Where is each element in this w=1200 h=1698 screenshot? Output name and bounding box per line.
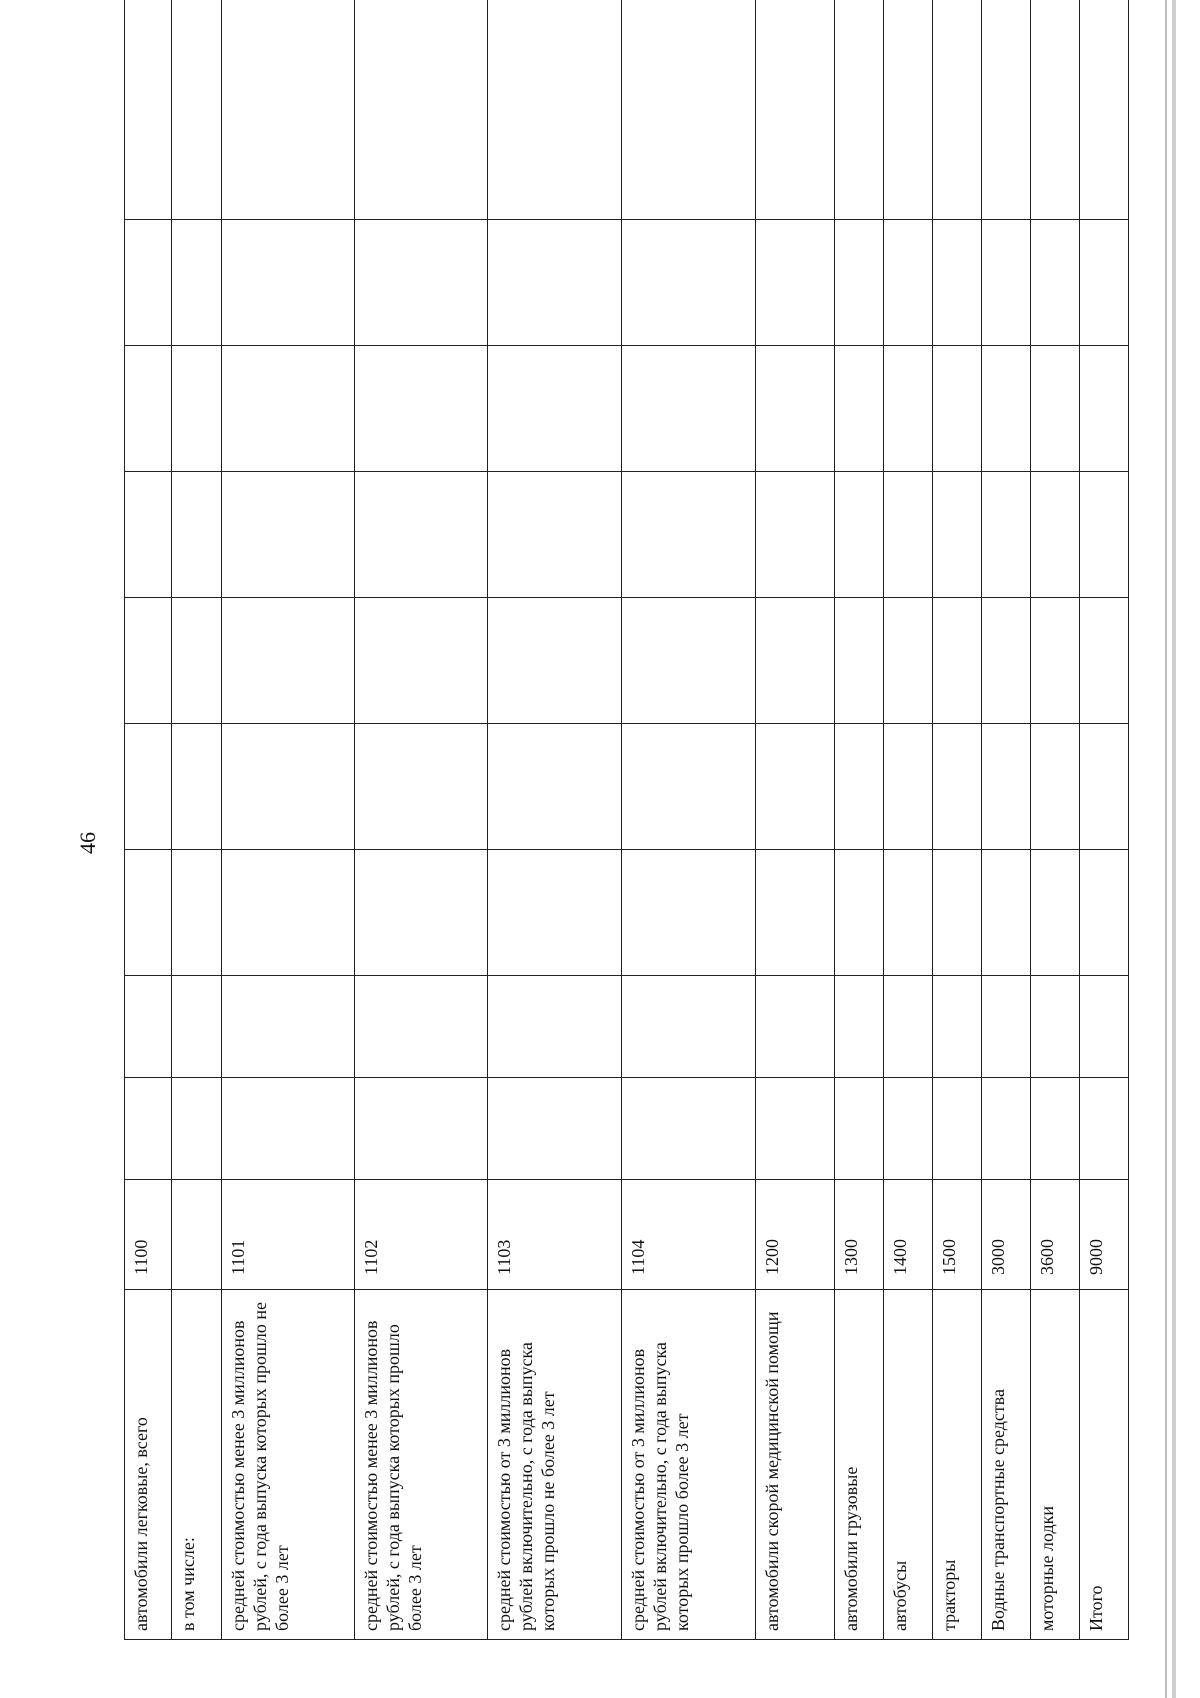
empty-cell xyxy=(756,598,835,724)
empty-cell xyxy=(622,724,756,850)
empty-cell xyxy=(622,472,756,598)
empty-cell xyxy=(125,850,172,976)
empty-cell xyxy=(933,1078,982,1180)
empty-cell xyxy=(982,1078,1031,1180)
empty-cell xyxy=(125,724,172,850)
empty-cell xyxy=(982,0,1031,220)
empty-cell xyxy=(125,976,172,1078)
row-label: Итого xyxy=(1080,1290,1129,1640)
empty-cell xyxy=(622,0,756,220)
row-code: 1200 xyxy=(756,1180,835,1290)
empty-cell xyxy=(172,220,222,346)
row-label: автомобили грузовые xyxy=(835,1290,884,1640)
empty-cell xyxy=(1031,598,1080,724)
empty-cell xyxy=(1031,472,1080,598)
table-row xyxy=(355,0,488,1640)
empty-cell xyxy=(222,472,355,598)
empty-cell xyxy=(835,1078,884,1180)
empty-cell xyxy=(622,976,756,1078)
table-row xyxy=(488,0,622,1640)
empty-cell xyxy=(1031,1078,1080,1180)
empty-cell xyxy=(884,0,933,220)
table-row xyxy=(884,0,933,1640)
empty-cell xyxy=(884,472,933,598)
scan-edge-line xyxy=(1172,0,1176,1698)
empty-cell xyxy=(982,220,1031,346)
empty-cell xyxy=(222,598,355,724)
empty-cell xyxy=(884,976,933,1078)
empty-cell xyxy=(125,0,172,220)
row-label: средней стоимостью от 3 миллионов рублей включительно, с года выпуска которых прошло не более 3 лет xyxy=(488,1290,622,1640)
table-row xyxy=(172,0,222,1640)
row-label: тракторы xyxy=(933,1290,982,1640)
row-label: моторные лодки xyxy=(1031,1290,1080,1640)
empty-cell xyxy=(222,850,355,976)
empty-cell xyxy=(488,0,622,220)
empty-cell xyxy=(933,598,982,724)
empty-cell xyxy=(172,1078,222,1180)
empty-cell xyxy=(756,472,835,598)
empty-cell xyxy=(172,346,222,472)
empty-cell xyxy=(488,850,622,976)
row-code: 9000 xyxy=(1080,1180,1129,1290)
empty-cell xyxy=(933,0,982,220)
empty-cell xyxy=(756,1078,835,1180)
empty-cell xyxy=(222,346,355,472)
empty-cell xyxy=(125,472,172,598)
empty-cell xyxy=(982,598,1031,724)
empty-cell xyxy=(222,1078,355,1180)
row-code: 1100 xyxy=(125,1180,172,1290)
empty-cell xyxy=(622,220,756,346)
empty-cell xyxy=(172,0,222,220)
empty-cell xyxy=(756,724,835,850)
empty-cell xyxy=(933,472,982,598)
empty-cell xyxy=(622,1078,756,1180)
empty-cell xyxy=(622,850,756,976)
empty-cell xyxy=(1080,724,1129,850)
table-row xyxy=(756,0,835,1640)
vehicle-table xyxy=(124,0,1129,1640)
empty-cell xyxy=(1080,850,1129,976)
empty-cell xyxy=(1080,598,1129,724)
empty-cell xyxy=(355,850,488,976)
empty-cell xyxy=(933,346,982,472)
empty-cell xyxy=(982,724,1031,850)
empty-cell xyxy=(355,346,488,472)
empty-cell xyxy=(884,850,933,976)
empty-cell xyxy=(835,724,884,850)
empty-cell xyxy=(125,598,172,724)
empty-cell xyxy=(125,346,172,472)
empty-cell xyxy=(1031,850,1080,976)
empty-cell xyxy=(1080,976,1129,1078)
empty-cell xyxy=(488,472,622,598)
rotated-page-content xyxy=(124,60,1144,1640)
empty-cell xyxy=(835,850,884,976)
empty-cell xyxy=(172,850,222,976)
row-code: 1300 xyxy=(835,1180,884,1290)
empty-cell xyxy=(835,472,884,598)
empty-cell xyxy=(355,472,488,598)
empty-cell xyxy=(488,976,622,1078)
empty-cell xyxy=(982,976,1031,1078)
empty-cell xyxy=(125,1078,172,1180)
empty-cell xyxy=(222,976,355,1078)
empty-cell xyxy=(756,220,835,346)
empty-cell xyxy=(933,724,982,850)
row-code: 1500 xyxy=(933,1180,982,1290)
empty-cell xyxy=(835,598,884,724)
empty-cell xyxy=(172,724,222,850)
empty-cell xyxy=(1080,0,1129,220)
row-label: автомобили легковые, всего xyxy=(125,1290,172,1640)
empty-cell xyxy=(355,220,488,346)
empty-cell xyxy=(488,1078,622,1180)
empty-cell xyxy=(488,724,622,850)
empty-cell xyxy=(884,220,933,346)
empty-cell xyxy=(756,976,835,1078)
empty-cell xyxy=(1080,220,1129,346)
empty-cell xyxy=(172,472,222,598)
empty-cell xyxy=(355,724,488,850)
row-code: 1102 xyxy=(355,1180,488,1290)
row-code: 3600 xyxy=(1031,1180,1080,1290)
empty-cell xyxy=(835,976,884,1078)
row-code: 1400 xyxy=(884,1180,933,1290)
empty-cell xyxy=(488,346,622,472)
empty-cell xyxy=(933,976,982,1078)
empty-cell xyxy=(622,598,756,724)
row-label: Водные транспортные средства xyxy=(982,1290,1031,1640)
row-code: 3000 xyxy=(982,1180,1031,1290)
empty-cell xyxy=(756,850,835,976)
empty-cell xyxy=(488,220,622,346)
table-row xyxy=(982,0,1031,1640)
empty-cell xyxy=(884,724,933,850)
empty-cell xyxy=(1031,976,1080,1078)
empty-cell xyxy=(835,220,884,346)
table-row xyxy=(933,0,982,1640)
row-code xyxy=(172,1180,222,1290)
empty-cell xyxy=(222,724,355,850)
empty-cell xyxy=(756,0,835,220)
empty-cell xyxy=(172,598,222,724)
row-code: 1104 xyxy=(622,1180,756,1290)
row-label: средней стоимостью от 3 миллионов рублей включительно, с года выпуска которых прошло более 3 лет xyxy=(622,1290,756,1640)
empty-cell xyxy=(355,598,488,724)
empty-cell xyxy=(1080,1078,1129,1180)
empty-cell xyxy=(982,472,1031,598)
empty-cell xyxy=(982,850,1031,976)
table-row xyxy=(222,0,355,1640)
empty-cell xyxy=(1080,346,1129,472)
empty-cell xyxy=(982,346,1031,472)
empty-cell xyxy=(835,0,884,220)
row-code: 1103 xyxy=(488,1180,622,1290)
empty-cell xyxy=(355,976,488,1078)
empty-cell xyxy=(222,220,355,346)
empty-cell xyxy=(355,1078,488,1180)
table-body xyxy=(125,0,1129,1640)
empty-cell xyxy=(1031,0,1080,220)
empty-cell xyxy=(756,346,835,472)
row-code: 1101 xyxy=(222,1180,355,1290)
table-row xyxy=(835,0,884,1640)
table-row xyxy=(125,0,172,1640)
row-label: автомобили скорой медицинской помощи xyxy=(756,1290,835,1640)
empty-cell xyxy=(125,220,172,346)
empty-cell xyxy=(222,0,355,220)
row-label: в том числе: xyxy=(172,1290,222,1640)
page-number: 46 xyxy=(75,832,100,854)
empty-cell xyxy=(488,598,622,724)
table-row xyxy=(1080,0,1129,1640)
row-label: средней стоимостью менее 3 миллионов рублей, с года выпуска которых прошло более 3 лет xyxy=(355,1290,488,1640)
empty-cell xyxy=(1080,472,1129,598)
empty-cell xyxy=(172,976,222,1078)
empty-cell xyxy=(355,0,488,220)
empty-cell xyxy=(1031,724,1080,850)
table-row xyxy=(1031,0,1080,1640)
row-label: средней стоимостью менее 3 миллионов рублей, с года выпуска которых прошло не более 3 лет xyxy=(222,1290,355,1640)
empty-cell xyxy=(1031,220,1080,346)
empty-cell xyxy=(933,850,982,976)
scan-edge-line xyxy=(1165,0,1167,1698)
empty-cell xyxy=(884,346,933,472)
empty-cell xyxy=(884,598,933,724)
empty-cell xyxy=(933,220,982,346)
empty-cell xyxy=(622,346,756,472)
table-row xyxy=(622,0,756,1640)
row-label: автобусы xyxy=(884,1290,933,1640)
empty-cell xyxy=(1031,346,1080,472)
empty-cell xyxy=(835,346,884,472)
empty-cell xyxy=(884,1078,933,1180)
